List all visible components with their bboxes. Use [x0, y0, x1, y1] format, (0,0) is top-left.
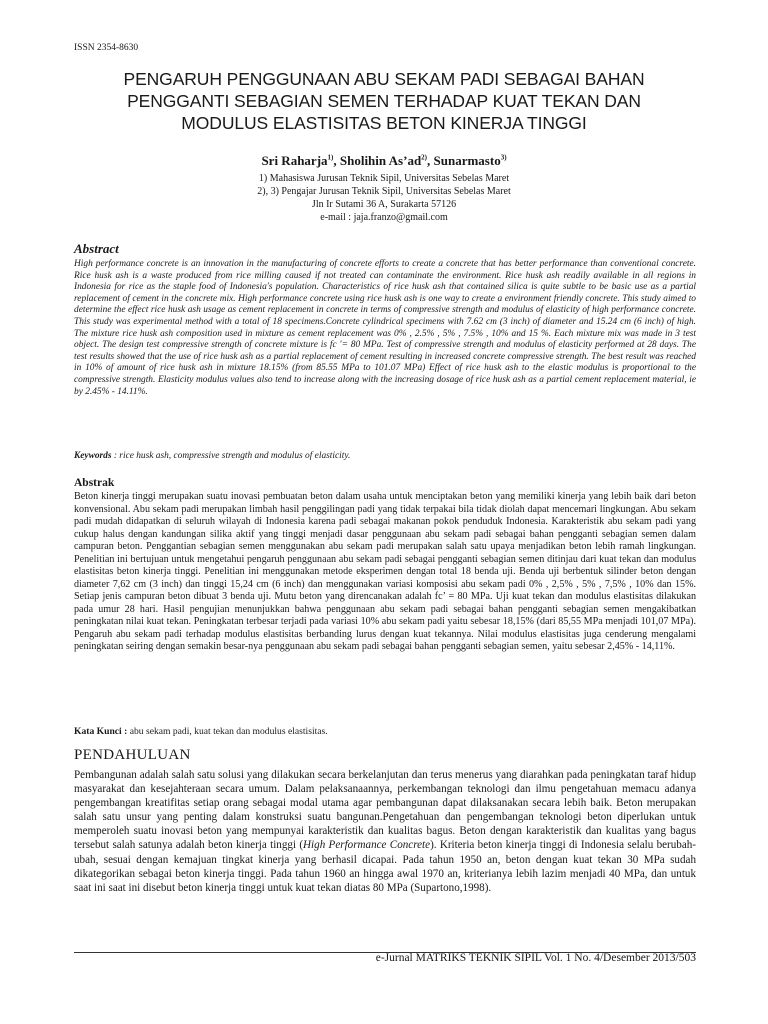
pendahuluan-text-1: Pembangunan adalah salah satu solusi yang dilakukan secara berkelanjutan dan terus menerus yang diarahkan pada peningkatan taraf hidup masyarakat dan kesejahteraan secara umum. Dalam pelaksanaannya, perkembangan teknologi dan ilmu pengetahuan memacu adanya pengembangan kreatifitas setiap orang sebagai modal utama agar pembangunan dapat dilaksanakan secara lebih baik. Beton merupakan salah satu unsur yang penting dalam konstruksi suatu bangunan.Pengetahuan dan pengembangan teknologi beton diperlukan untuk memperoleh suatu inovasi beton yang mempunyai karakteristik dan kualitas bagus. Beton dengan karakteristik dan kualitas yang bagus tersebut salah satunya adalah beton kinerja tinggi (: [74, 769, 696, 852]
title-line-2: PENGGANTI SEBAGIAN SEMEN TERHADAP KUAT TEKAN DAN: [127, 91, 641, 111]
affiliation-address: Jln Ir Sutami 36 A, Surakarta 57126: [311, 199, 457, 210]
section-heading-pendahuluan: PENDAHULUAN: [74, 747, 191, 763]
author-3-mark: 3): [500, 153, 507, 162]
keywords-id-text: abu sekam padi, kuat tekan dan modulus elastisitas.: [127, 726, 328, 737]
keywords-id-label: Kata Kunci :: [74, 726, 128, 737]
author-1: Sri Raharja: [261, 153, 328, 168]
keywords-en: [74, 451, 350, 461]
pendahuluan-body: [74, 768, 696, 895]
title-line-1: PENGARUH PENGGUNAAN ABU SEKAM PADI SEBAGAI BAHAN: [123, 69, 645, 89]
author-1-mark: 1): [327, 153, 334, 162]
paper-title: [74, 68, 694, 134]
author-2: Sholihin As’ad: [339, 153, 422, 168]
author-3: Sunarmasto: [433, 153, 501, 168]
author-2-mark: 2): [421, 153, 428, 162]
keywords-en-label: Keywords: [74, 451, 112, 461]
abstract-en-body: High performance concrete is an innovation in the manufacturing of concrete efforts to create a concrete that has better performance than conventional concrete. Rice husk ash is a waste produced from rice milling caused if not treated can contaminate the environment. Rice husk ash readily available in all regions in Indonesia for rice as the staple food of Indonesia's population. Characteristics of rice husk ash that contained silica is quite subtle to be basic use as a partial replacement of cement in the concrete mix. High performance concrete using rice husk ash is one way to create a environment friendly concrete. This study aimed to determine the effect rice husk ash usage as cement replacement in concrete in terms of compressive strength and modulus of elasticity of high performance concrete. This study was experimental method with a total of 18 specimens.Concrete cylindrical specimens with 7.62 cm (3 inch) of diameter and 15.24 cm (6 inch) of high. The mixture rice husk ash composition used in mixture as cement replacement was 0% , 2.5% , 5% , 7.5% , 10% and 15 %. Each mixture mix was made in 3 test object. The design test compressive strength of concrete mixture is fc '= 80 MPa. Test of compressive strength and modulus of elasticity performed at 28 days. The test results showed that the use of rice husk ash as a partial replacement of cement resulting in increased concrete compressive strength. The best result was reached in 10% of amount of rice husk ash in mixture 18.15% (from 85.55 MPa to 101.07 MPa) Effect of rice husk ash to the elastic modulus is proportional to the compressive strength. Elasticity modulus values also tend to increase along with the increasing dosage of rice husk ash as a partial cement replacement material, ie by 2.45% - 14.11%.: [74, 259, 696, 397]
author-separator: ,: [427, 153, 434, 168]
author-separator: ,: [333, 153, 340, 168]
keywords-en-text: : rice husk ash, compressive strength and modulus of elasticity.: [111, 451, 351, 461]
issn-number: ISSN 2354-8630: [74, 43, 139, 53]
keywords-id: [74, 726, 328, 737]
title-line-3: MODULUS ELASTISITAS BETON KINERJA TINGGI: [181, 113, 587, 133]
affiliation-1: 1) Mahasiswa Jurusan Teknik Sipil, Universitas Sebelas Maret: [258, 173, 510, 184]
pendahuluan-text-2: ). Kriteria beton kinerja tinggi di Indonesia selalu berubah-ubah, sesuai dengan kemajuan tingkat kinerja yang berhasil dicapai. Pada tahun 1950 an, beton dengan kuat tekan 30 MPa sudah dikategorikan sebagai beton kinerja tinggi. Pada tahun 1960 an hingga awal 1970 an, kriterianya lebih lazim menjadi 40 MPa, dan untuk saat ini saat ini disebut beton kinerja tinggi untuk kuat tekan diatas 80 MPa (Supartono,1998).: [74, 839, 697, 894]
abstract-en-heading: Abstract: [74, 241, 119, 256]
pendahuluan-italic-term: High Performance Concrete: [303, 839, 431, 852]
author-list: [74, 153, 694, 169]
journal-citation: e-Jurnal MATRIKS TEKNIK SIPIL Vol. 1 No. 4/Desember 2013/503: [375, 952, 696, 964]
abstract-id-body: Beton kinerja tinggi merupakan suatu inovasi pembuatan beton dalam usaha untuk menciptakan beton yang memiliki kinerja yang lebih baik dari beton konvensional. Abu sekam padi merupakan limbah hasil penggilingan padi yang tidak terpakai bila tidak diolah dapat mencemari lingkungan. Abu sekam padi mudah didapatkan di seluruh wilayah di Indonesia karena padi sebagai makanan pokok penduduk Indonesia. Karakteristik abu sekam padi yang cukup halus dengan kandungan silika aktif yang tinggi menjadi dasar penggunaan abu sekam padi sebagai bahan pengganti sebagian semen dalam campuran beton. Penggantian sebagian semen menggunakan abu sekam padi merupakan salah satu upaya menjadikan beton lebih ramah lingkungan. Penelitian ini bertujuan untuk mengetahui pengaruh penggunaan abu sekam padi sebagai pengganti sebagian semen ditinjau dari kuat tekan dan modulus elastisitas beton kinerja tinggi. Penelitian ini menggunakan metode eksperimen dengan total 18 benda uji. Benda uji berbentuk silinder beton dengan diameter 7,62 cm (3 inch) dan tinggi 15,24 cm (6 inch) dan menggunakan variasi komposisi abu sekam padi 0% , 2,5% , 5% , 7,5% , 10% dan 15%. Setiap jenis campuran beton dibuat 3 benda uji. Mutu beton yang direncanakan adalah fc’ = 80 MPa. Uji kuat tekan dan modulus elastisitas dilakukan pada umur 28 hari. Hasil pengujian menunjukkan bahwa penggunaan abu sekam padi sebagai bahan pengganti sebagian semen mengakibatkan peningkatan nilai kuat tekan. Peningkatan terbesar terjadi pada variasi 10% abu sekam padi yaitu sebesar 18,15% (dari 85,55 MPa menjadi 101,07 MPa). Pengaruh abu sekam padi terhadap modulus elastisitas berbanding lurus dengan kuat tekannya. Nilai modulus elastisitas juga cenderung mengalami peningkatan seiring dengan semakin besar-nya penggunaan abu sekam padi sebagai bahan pengganti sebagian semen, yaitu sebesar 2,45% - 14,11%.: [74, 491, 696, 652]
affiliation-email: e-mail : jaja.franzo@gmail.com: [320, 212, 448, 223]
affiliations: [74, 172, 694, 224]
abstract-id-heading: Abstrak: [74, 477, 115, 489]
affiliation-2: 2), 3) Pengajar Jurusan Teknik Sipil, Universitas Sebelas Maret: [257, 186, 511, 197]
